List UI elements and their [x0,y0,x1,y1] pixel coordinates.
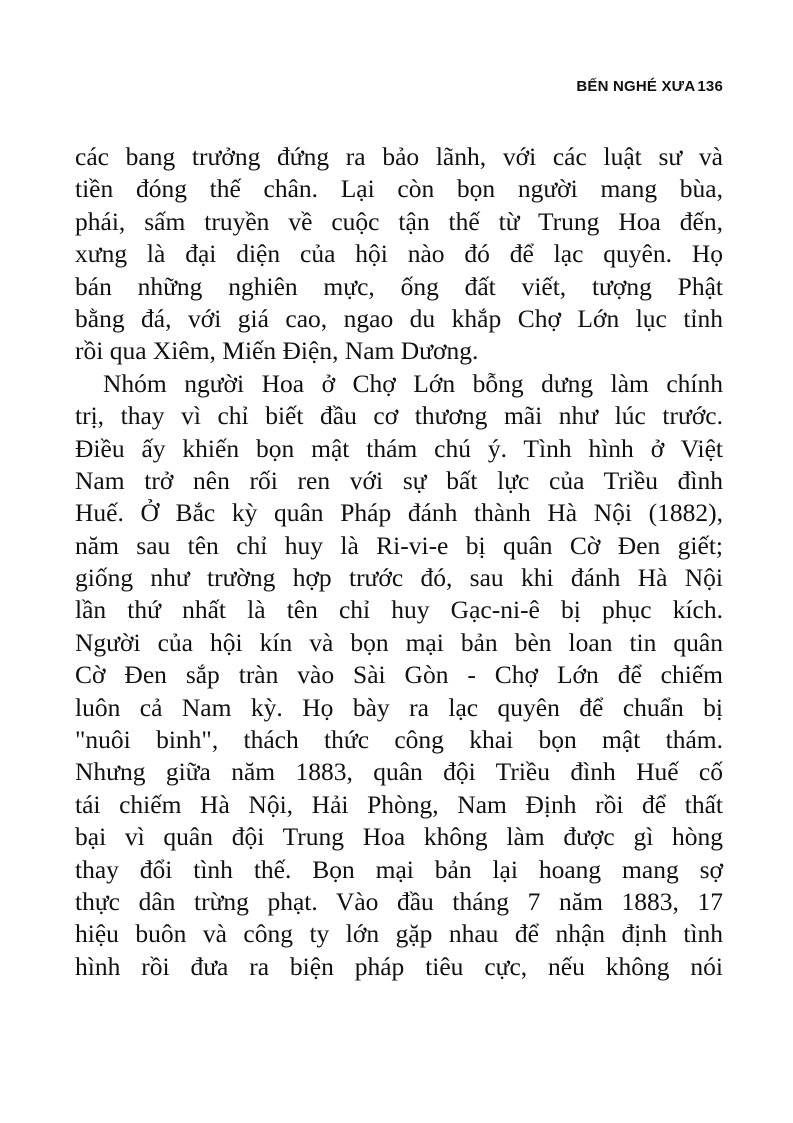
text-line: năm sau tên chỉ huy là Ri-vi-e bị quân Cờ Đen giết; [75,530,723,560]
page-number: 136 [697,78,723,95]
text-line: tái chiếm Hà Nội, Hải Phòng, Nam Định rồi để thất [75,789,723,819]
text-line: rồi qua Xiêm, Miến Điện, Nam Dương. [75,336,479,366]
text-line: luôn cả Nam kỳ. Họ bày ra lạc quyên để chuẩn bị [75,692,723,722]
text-line: bán những nghiên mực, ống đất viết, tượng Phật [75,271,723,301]
text-line: trị, thay vì chỉ biết đầu cơ thương mãi như lúc trước. [75,401,723,431]
book-title: BẾN NGHÉ XƯA [576,78,696,95]
paragraph [75,368,723,983]
text-line: Nam trở nên rối ren với sự bất lực của Triều đình [75,465,723,495]
text-line: hình rồi đưa ra biện pháp tiêu cực, nếu không nói [75,951,723,981]
text-line: tiền đóng thế chân. Lại còn bọn người mang bùa, [75,174,723,204]
text-line: Nhưng giữa năm 1883, quân đội Triều đình Huế cố [75,757,723,787]
paragraph [75,141,723,368]
text-line: các bang trưởng đứng ra bảo lãnh, với các luật sư và [75,142,723,171]
text-line: lần thứ nhất là tên chỉ huy Gạc-ni-ê bị phục kích. [75,595,723,625]
text-line: giống như trường hợp trước đó, sau khi đánh Hà Nội [75,563,723,593]
text-line: hiệu buôn và công ty lớn gặp nhau để nhận định tình [75,919,723,949]
text-line: Huế. Ở Bắc kỳ quân Pháp đánh thành Hà Nội (1882), [75,498,723,528]
text-line: Điều ấy khiến bọn mật thám chú ý. Tình hình ở Việt [75,433,723,463]
text-line: phái, sấm truyền về cuộc tận thế từ Trung Hoa đến, [75,206,723,236]
text-line: bại vì quân đội Trung Hoa không làm được gì hòng [75,822,723,852]
text-line: "nuôi binh", thách thức công khai bọn mật thám. [75,725,723,755]
text-line: Nhóm người Hoa ở Chợ Lớn bỗng dưng làm chính [103,368,723,398]
text-line: thay đổi tình thế. Bọn mại bản lại hoang mang sợ [75,854,723,884]
text-line: thực dân trừng phạt. Vào đầu tháng 7 năm 1883, 17 [75,886,723,916]
text-line: xưng là đại diện của hội nào đó để lạc quyên. Họ [75,239,723,269]
running-header [576,78,723,95]
text-line: Cờ Đen sắp tràn vào Sài Gòn - Chợ Lớn để chiếm [75,660,723,690]
body-text [75,141,723,983]
text-line: bằng đá, với giá cao, ngao du khắp Chợ Lớn lục tỉnh [75,303,723,333]
text-line: Người của hội kín và bọn mại bản bèn loan tin quân [75,627,723,657]
